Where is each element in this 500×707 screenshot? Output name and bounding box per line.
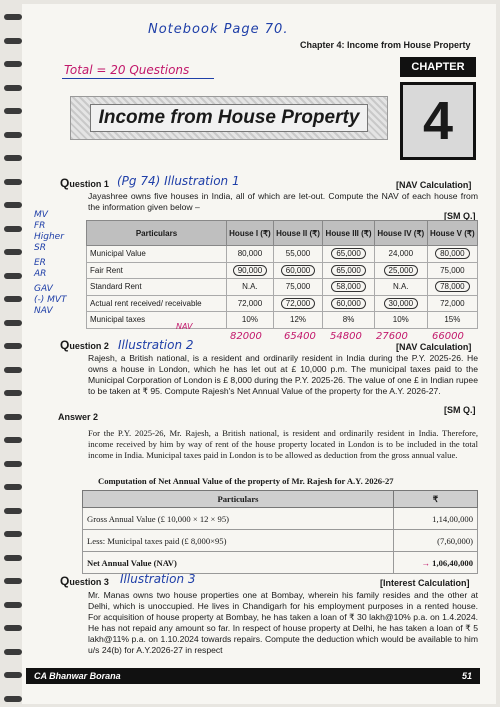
handwritten-q3-note: Illustration 3 bbox=[120, 572, 196, 586]
handwritten-margin-notes: MV FR Higher SR ER AR GAV (-) MVT NAV bbox=[34, 210, 67, 316]
answer-2-text: For the P.Y. 2025-26, Mr. Rajesh, a British national, is resident and ordinarily resident in India. Therefore, income received by him by way of rent of the house property located in London is to be included in the total income in India. Municipal taxes paid in London is to be allowed as deduction from the gross annual value. bbox=[88, 428, 478, 460]
handwritten-nav-value: 27600 bbox=[376, 331, 408, 342]
house-values-table bbox=[86, 220, 478, 329]
column-header: House I (₹) bbox=[227, 221, 274, 246]
table-row bbox=[83, 508, 478, 530]
table-cell: 10% bbox=[374, 312, 427, 329]
spiral-ring bbox=[4, 202, 22, 208]
spiral-ring bbox=[4, 696, 22, 702]
handwritten-notebook-page: Notebook Page 70. bbox=[148, 22, 289, 37]
column-header: House III (₹) bbox=[323, 221, 375, 246]
handwritten-nav-label: NAV bbox=[176, 322, 193, 331]
spiral-ring bbox=[4, 38, 22, 44]
spiral-ring bbox=[4, 249, 22, 255]
row-label: Fair Rent bbox=[87, 262, 227, 279]
table-cell: 80,000 bbox=[227, 246, 274, 263]
question-1-tag: [NAV Calculation] bbox=[396, 180, 472, 190]
table-row bbox=[83, 552, 478, 574]
table-cell: N.A. bbox=[227, 279, 274, 296]
question-1-smq: [SM Q.] bbox=[444, 211, 476, 221]
row-label: Standard Rent bbox=[87, 279, 227, 296]
spiral-ring bbox=[4, 179, 22, 185]
spiral-ring bbox=[4, 531, 22, 537]
table-cell: 1,14,00,000 bbox=[394, 508, 478, 530]
handwritten-total-questions: Total = 20 Questions bbox=[64, 63, 190, 77]
handwritten-nav-value: 66000 bbox=[432, 331, 464, 342]
table-row bbox=[83, 530, 478, 552]
table-cell: 72,000 bbox=[427, 295, 477, 312]
table-cell: 72,000 bbox=[273, 295, 322, 312]
answer-2-label: Answer 2 bbox=[58, 412, 99, 422]
handwritten-q1-note: (Pg 74) Illustration 1 bbox=[117, 174, 240, 188]
spiral-ring bbox=[4, 578, 22, 584]
handwritten-nav-value: 82000 bbox=[230, 331, 262, 342]
spiral-ring bbox=[4, 343, 22, 349]
spiral-ring bbox=[4, 461, 22, 467]
table-cell: 65,000 bbox=[323, 246, 375, 263]
table-cell: → 1,06,40,000 bbox=[394, 552, 478, 574]
table-cell: 25,000 bbox=[374, 262, 427, 279]
table-cell: 72,000 bbox=[227, 295, 274, 312]
table-row bbox=[87, 246, 478, 263]
table-cell: 8% bbox=[323, 312, 375, 329]
table-cell: 55,000 bbox=[273, 246, 322, 263]
table-cell: 80,000 bbox=[427, 246, 477, 263]
question-3-label: Question 3 bbox=[60, 574, 109, 588]
spiral-ring bbox=[4, 132, 22, 138]
spiral-ring bbox=[4, 155, 22, 161]
column-header: House V (₹) bbox=[427, 221, 477, 246]
chapter-number: 4 bbox=[400, 82, 476, 160]
table-cell: 15% bbox=[427, 312, 477, 329]
table-cell: (7,60,000) bbox=[394, 530, 478, 552]
table-cell: 60,000 bbox=[323, 295, 375, 312]
table-cell: 58,000 bbox=[323, 279, 375, 296]
handwritten-nav-value: 65400 bbox=[284, 331, 316, 342]
table-cell: 75,000 bbox=[273, 279, 322, 296]
page-number: 51 bbox=[461, 671, 472, 681]
table-cell: N.A. bbox=[374, 279, 427, 296]
nav-computation-table bbox=[82, 490, 478, 574]
table-row bbox=[87, 312, 478, 329]
table-cell: 78,000 bbox=[427, 279, 477, 296]
title-banner bbox=[70, 96, 388, 140]
chapter-label: CHAPTER bbox=[400, 57, 476, 77]
handwritten-q2-note: Illustration 2 bbox=[118, 338, 194, 352]
table-cell: 75,000 bbox=[427, 262, 477, 279]
question-3-text: Mr. Manas owns two house properties one at Bombay, wherein his family resides and the other at Delhi, which is unoccupied. He lives in Chandigarh for his employment purposes in a rented house. For acquisition of house property at Bombay, he has taken a loan of ₹ 30 lakh@10% p.a. on 1.4.2024. He has not repaid any amount so far. In respect of house property at Delhi, he has taken a loan of ₹ 5 lakh@11% p.a. on 1.10.2024 towards repairs. Compute the deduction which would be available to him u/s 24(b) for A.Y.2026-27 in respect bbox=[88, 590, 478, 655]
spiral-ring bbox=[4, 625, 22, 631]
question-1-label: Question 1 bbox=[60, 176, 109, 190]
table-cell: 12% bbox=[273, 312, 322, 329]
computation-title: Computation of Net Annual Value of the property of Mr. Rajesh for A.Y. 2026-27 bbox=[98, 476, 394, 486]
column-header: House IV (₹) bbox=[374, 221, 427, 246]
spiral-ring bbox=[4, 672, 22, 678]
table-cell: 10% bbox=[227, 312, 274, 329]
table-cell: 24,000 bbox=[374, 246, 427, 263]
question-3-tag: [Interest Calculation] bbox=[380, 578, 470, 588]
row-label: Gross Annual Value (£ 10,000 × 12 × 95) bbox=[83, 508, 394, 530]
question-1-text: Jayashree owns five houses in India, all of which are let-out. Compute the NAV of each house from the information given below – bbox=[88, 191, 478, 212]
spiral-ring bbox=[4, 484, 22, 490]
column-header: House II (₹) bbox=[273, 221, 322, 246]
row-label: Net Annual Value (NAV) bbox=[83, 552, 394, 574]
spiral-ring bbox=[4, 61, 22, 67]
spiral-ring bbox=[4, 367, 22, 373]
underline bbox=[62, 78, 214, 79]
row-label: Municipal taxes bbox=[87, 312, 227, 329]
spiral-ring bbox=[4, 296, 22, 302]
table-header-row bbox=[87, 221, 478, 246]
arrow-icon: → bbox=[421, 557, 431, 568]
spiral-ring bbox=[4, 320, 22, 326]
table-cell: 90,000 bbox=[227, 262, 274, 279]
table-row bbox=[87, 262, 478, 279]
spiral-ring bbox=[4, 273, 22, 279]
footer-author: CA Bhanwar Borana bbox=[34, 671, 121, 681]
spiral-ring bbox=[4, 226, 22, 232]
spiral-ring bbox=[4, 14, 22, 20]
chapter-title: Income from House Property bbox=[90, 104, 369, 132]
spiral-ring bbox=[4, 649, 22, 655]
spiral-ring bbox=[4, 555, 22, 561]
handwritten-nav-value: 54800 bbox=[330, 331, 362, 342]
table-cell: 60,000 bbox=[273, 262, 322, 279]
row-label: Actual rent received/ receivable bbox=[87, 295, 227, 312]
question-2-smq: [SM Q.] bbox=[444, 405, 476, 415]
spiral-ring bbox=[4, 437, 22, 443]
spiral-ring bbox=[4, 85, 22, 91]
column-header: Particulars bbox=[83, 491, 394, 508]
row-label: Less: Municipal taxes paid (£ 8,000×95) bbox=[83, 530, 394, 552]
table-row bbox=[87, 279, 478, 296]
column-header: Particulars bbox=[87, 221, 227, 246]
question-2-tag: [NAV Calculation] bbox=[396, 342, 472, 352]
table-cell: 65,000 bbox=[323, 262, 375, 279]
spiral-ring bbox=[4, 414, 22, 420]
page-footer bbox=[26, 668, 480, 684]
spiral-ring bbox=[4, 108, 22, 114]
row-label: Municipal Value bbox=[87, 246, 227, 263]
spiral-ring bbox=[4, 602, 22, 608]
question-2-label: Question 2 bbox=[60, 338, 109, 352]
table-cell: 30,000 bbox=[374, 295, 427, 312]
spiral-ring bbox=[4, 508, 22, 514]
table-header-row bbox=[83, 491, 478, 508]
column-header: ₹ bbox=[394, 491, 478, 508]
spiral-ring bbox=[4, 390, 22, 396]
table-row bbox=[87, 295, 478, 312]
chapter-heading: Chapter 4: Income from House Property bbox=[300, 40, 471, 50]
question-2-text: Rajesh, a British national, is a resident and ordinarily resident in India during the P.Y. 2025-26. He owns a house in London, which he has let out at £ 10,000 p.m. The municipal taxes paid to the Municipal Corporation of London is £ 8,000 during the P.Y. 2025-26. The value of one £ in Indian rupee to be taken at ₹ 95. Compute Rajesh's Net Annual Value of the property for the A.Y. 2026-27. bbox=[88, 353, 478, 396]
